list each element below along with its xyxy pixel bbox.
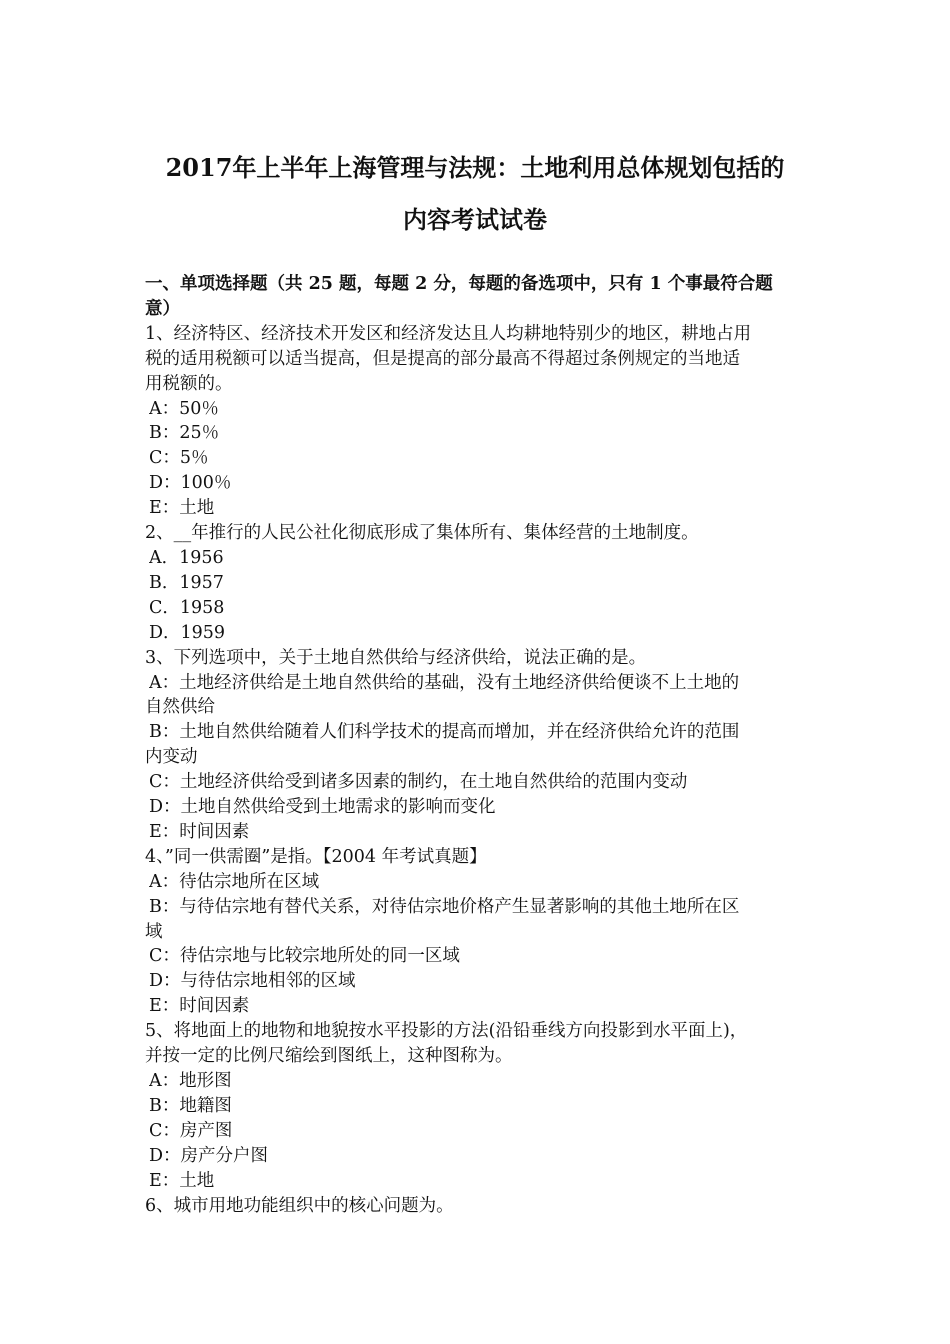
- answer-option: [145, 870, 810, 895]
- answer-option-line: A．1956: [149, 547, 224, 568]
- answer-option-line: E：时间因素: [149, 821, 250, 842]
- answer-option-line: D．1959: [149, 622, 226, 643]
- answer-option-line: B：与待估宗地有替代关系，对待估宗地价格产生显著影响的其他土地所在区: [149, 896, 740, 917]
- question-text-line: 并按一定的比例尺缩绘到图纸上，这种图称为。: [145, 1046, 513, 1067]
- answer-option: [145, 571, 810, 596]
- answer-option: [145, 496, 810, 521]
- section-heading-line: 意）: [145, 298, 180, 319]
- answer-option-line: C：5％: [149, 448, 209, 469]
- answer-option: [145, 895, 810, 945]
- question-text-line: 1、经济特区、经济技术开发区和经济发达且人均耕地特别少的地区，耕地占用: [145, 323, 752, 344]
- question-text-line: 用税额的。: [145, 373, 233, 394]
- answer-option: [145, 1144, 810, 1169]
- question-item: [145, 1019, 810, 1069]
- answer-option-line: D：土地自然供给受到土地需求的影响而变化: [149, 797, 496, 818]
- answer-option: [145, 1069, 810, 1094]
- question-text-line: 5、将地面上的地物和地貌按水平投影的方法(沿铅垂线方向投影到水平面上)，: [145, 1021, 748, 1042]
- answer-option: [145, 596, 810, 621]
- question-item: [145, 646, 810, 671]
- question-item: [145, 521, 810, 546]
- answer-option-line: B．1957: [149, 572, 224, 593]
- answer-option: [145, 1094, 810, 1119]
- question-text-line: 3、下列选项中，关于土地自然供给与经济供给，说法正确的是。: [145, 647, 647, 668]
- answer-option: [145, 671, 810, 721]
- answer-option: [145, 471, 810, 496]
- answer-option: [145, 720, 810, 770]
- answer-option: [145, 1169, 810, 1194]
- answer-option: [145, 969, 810, 994]
- question-item: [145, 322, 810, 397]
- question-text-line: 2、__年推行的人民公社化彻底形成了集体所有、集体经营的土地制度。: [145, 523, 699, 544]
- answer-option-line: 自然供给: [145, 697, 215, 718]
- answer-option-line: C．1958: [149, 597, 225, 618]
- answer-option-line: C：土地经济供给受到诸多因素的制约，在土地自然供给的范围内变动: [149, 772, 688, 793]
- answer-option-line: D：100％: [149, 473, 232, 494]
- answer-option: [145, 994, 810, 1019]
- document-title-line-1: 2017年上半年上海管理与法规：土地利用总体规划包括的: [165, 153, 785, 182]
- answer-option: [145, 770, 810, 795]
- section-heading: [145, 272, 810, 322]
- question-list: [145, 322, 810, 1219]
- answer-option-line: B：土地自然供给随着人们科学技术的提高而增加，并在经济供给允许的范围: [149, 722, 740, 743]
- answer-option: [145, 546, 810, 571]
- document-title-line-2: 内容考试试卷: [403, 205, 547, 234]
- section-heading-line: 一、单项选择题（共 25 题，每题 2 分，每题的备选项中，只有 1 个事最符合题: [145, 274, 773, 294]
- question-text-line: 税的适用税额可以适当提高，但是提高的部分最高不得超过条例规定的当地适: [145, 348, 740, 369]
- question-item: [145, 845, 810, 870]
- answer-option-line: B：地籍图: [149, 1095, 232, 1116]
- answer-option: [145, 820, 810, 845]
- answer-option-line: E：时间因素: [149, 996, 250, 1017]
- answer-option-line: A：土地经济供给是土地自然供给的基础，没有土地经济供给便谈不上土地的: [149, 672, 740, 693]
- answer-option-line: A：待估宗地所在区域: [149, 871, 320, 892]
- answer-option: [145, 397, 810, 422]
- answer-option: [145, 421, 810, 446]
- answer-option: [145, 621, 810, 646]
- answer-option-line: C：房产图: [149, 1120, 233, 1141]
- answer-option-line: E：土地: [149, 1170, 215, 1191]
- question-text-line: 6、城市用地功能组织中的核心问题为。: [145, 1195, 454, 1216]
- answer-option-line: E：土地: [149, 498, 215, 519]
- answer-option: [145, 446, 810, 471]
- answer-option-line: A：地形图: [149, 1071, 232, 1091]
- answer-option-line: C：待估宗地与比较宗地所处的同一区域: [149, 946, 460, 967]
- answer-option-line: 内变动: [145, 747, 198, 768]
- answer-option: [145, 944, 810, 969]
- answer-option-line: 域: [145, 921, 163, 942]
- answer-option-line: A：50％: [149, 398, 219, 419]
- question-text-line: 4、”同一供需圈”是指。【2004 年考试真题】: [145, 846, 487, 867]
- answer-option: [145, 1119, 810, 1144]
- answer-option-line: D：与待估宗地相邻的区域: [149, 971, 356, 992]
- question-item: [145, 1194, 810, 1219]
- document-body: [145, 272, 810, 1218]
- answer-option-line: B：25％: [149, 423, 220, 444]
- answer-option: [145, 795, 810, 820]
- answer-option-line: D：房产分户图: [149, 1145, 269, 1166]
